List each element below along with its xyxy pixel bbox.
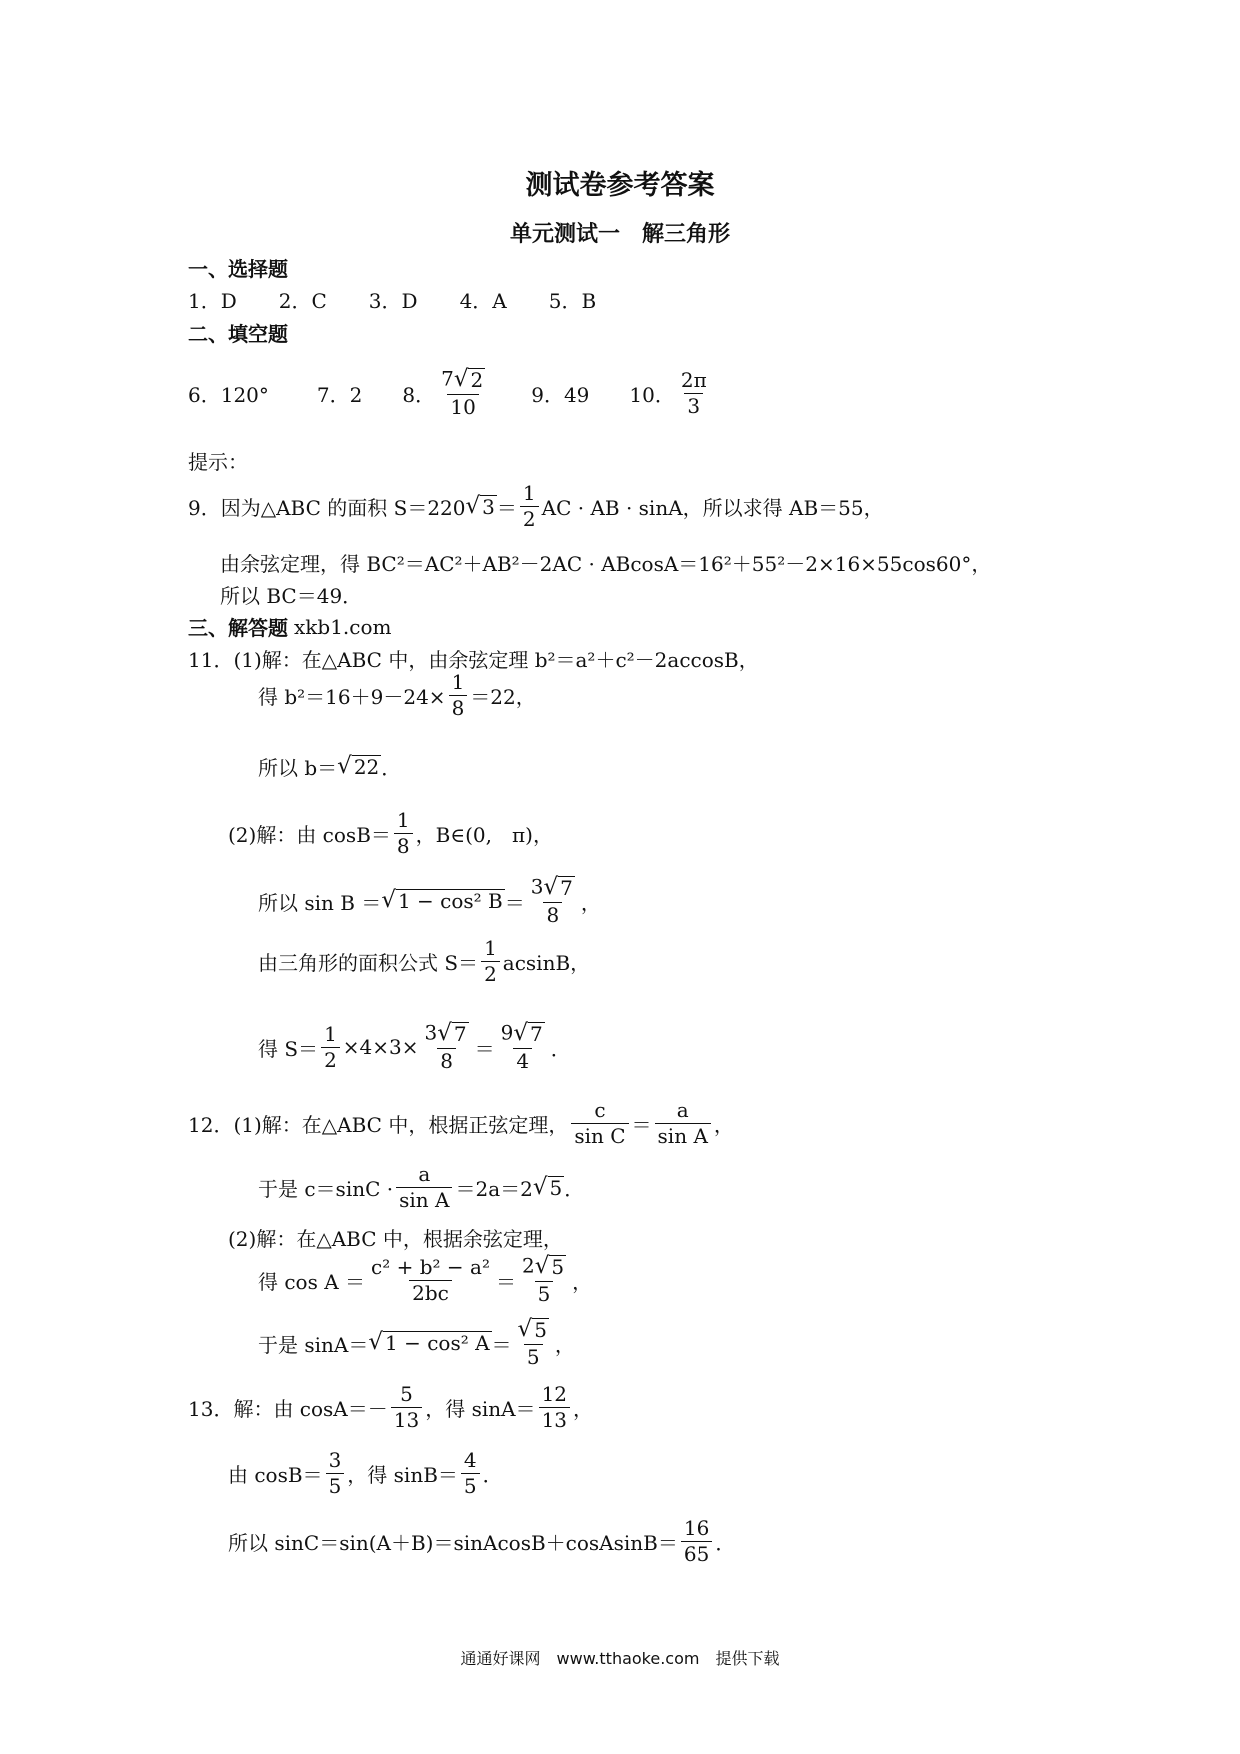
choice-answers <box>188 285 596 314</box>
fraction: $\frac{\text{c² + b² − a²}}{2bc}$ <box>371 1254 490 1305</box>
fraction: $\frac{1}{2}$ <box>520 483 539 530</box>
fraction: $\frac{a}{\text{sin A}}$ <box>655 1100 711 1147</box>
fraction: $\frac{3}{5}$ <box>326 1450 345 1497</box>
choice-answer: 3．D <box>368 289 418 313</box>
q12-line-5: 于是 sinA＝ √ 1 − cos² A ＝ √ 5 5 ， <box>258 1316 575 1369</box>
page-subtitle: 单元测试一 解三角形 <box>509 222 730 247</box>
fill-answer-8-label: 8． <box>402 382 436 407</box>
fraction: 7 √ 2 10 <box>441 366 484 419</box>
hints-label: 提示： <box>188 450 248 474</box>
fraction: $\frac{a}{\text{sin A}}$ <box>396 1164 452 1211</box>
fraction: $\frac{1}{2}$ <box>321 1024 340 1071</box>
hint-line-3: 所以 BC＝49． <box>220 584 363 608</box>
watermark-text: xkb1.com <box>294 614 392 639</box>
hint-line-2: 由余弦定理，得 BC²＝AC²＋AB²－2AC · ABcosA＝16²＋55²－2×16×55cos60°， <box>220 552 992 576</box>
fill-answer-6: 6．120° <box>188 382 269 407</box>
fraction: 3 √ 7 8 <box>530 874 573 927</box>
q13-line-2: 由 cosB＝ $\frac{3}{5}$ ，得 sinB＝ $\frac{4}{5}$ ． <box>228 1448 503 1498</box>
q11-line-7: 得 S＝ $\frac{1}{2}$ ×4×3× 3 √ 7 8 ＝ 9 √ 7 4 ． <box>258 1020 571 1073</box>
fraction: √ 5 5 <box>517 1316 547 1369</box>
fraction: $\frac{5}{13}$ <box>391 1384 422 1431</box>
section-solution-heading: 三、解答题 <box>188 616 288 640</box>
fraction: $\frac{12}{13}$ <box>539 1384 570 1431</box>
fraction: $\frac{1}{8}$ <box>449 672 468 719</box>
choice-answer: 2．C <box>278 289 327 313</box>
fill-answer-9: 9．49 <box>531 382 590 407</box>
fill-answer-10-label: 10． <box>629 382 675 407</box>
fraction: 3 √ 7 8 <box>424 1020 467 1073</box>
fraction: 2 √ 5 5 <box>521 1253 565 1306</box>
page-title: 测试卷参考答案 <box>525 170 715 201</box>
fraction: $\frac{c}{\text{sin C}}$ <box>571 1100 628 1147</box>
q11-line-4: (2)解：由 cosB＝ $\frac{1}{8}$ ，B∈(0, π)， <box>228 808 553 858</box>
fill-answers <box>188 368 713 418</box>
section-fill-heading: 二、填空题 <box>188 322 288 346</box>
q12-line-4: 得 cos A ＝ $\frac{\text{c² + b² − a²}}{2bc}$ ＝ 2 √ 5 5 ， <box>258 1253 593 1306</box>
fraction: $\frac{2\pi}{3}$ <box>680 367 707 418</box>
fraction: $\frac{1}{8}$ <box>394 810 413 857</box>
section-choice-heading: 一、选择题 <box>188 257 288 281</box>
q11-line-1: 11．(1)解：在△ABC 中，由余弦定理 b²＝a²＋c²－2accosB， <box>188 648 759 672</box>
q12-line-3: (2)解：在△ABC 中，根据余弦定理， <box>228 1227 563 1251</box>
q13-line-3: 所以 sinC＝sin(A＋B)＝sinAcosB＋cosAsinB＝ $\frac{16}{65}$ ． <box>228 1516 736 1566</box>
q12-line-1: 12．(1)解：在△ABC 中，根据正弦定理， $\frac{c}{\text{sin C}}$ ＝ $\frac{a}{\text{sin A}}$ ， <box>188 1098 734 1148</box>
fraction: $\frac{1}{2}$ <box>481 938 500 985</box>
fraction: $\frac{4}{5}$ <box>461 1450 480 1497</box>
choice-answer: 5．B <box>548 289 597 313</box>
q11-line-5: 所以 sin B ＝ √ 1 − cos² B ＝ 3 √ 7 8 ， <box>258 874 601 927</box>
fraction: $\frac{16}{65}$ <box>681 1518 712 1565</box>
q13-line-1: 13．解：由 cosA＝－ $\frac{5}{13}$ ，得 sinA＝ $\frac{12}{13}$ ， <box>188 1382 594 1432</box>
hint-line-1: 9．因为△ABC 的面积 S＝220 √ 3 ＝ $\frac{1}{2}$ AC · AB · sinA，所以求得 AB＝55， <box>188 481 884 531</box>
section-solution-heading-row <box>188 612 392 641</box>
page-footer: 通通好课网 www.tthaoke.com 提供下载 <box>460 1649 780 1668</box>
choice-answer: 4．A <box>459 289 507 313</box>
q12-line-2: 于是 c＝sinC · $\frac{a}{\text{sin A}}$ ＝2a＝2 √ 5 ． <box>258 1162 585 1212</box>
choice-answer: 1．D <box>188 289 237 313</box>
fraction: 9 √ 7 4 <box>500 1020 543 1073</box>
fill-answer-7: 7．2 <box>316 382 363 407</box>
q11-line-2: 得 b²＝16＋9－24× $\frac{1}{8}$ ＝22， <box>258 670 536 720</box>
q11-line-3: 所以 b＝ √ 22 ． <box>258 752 402 780</box>
q11-line-6: 由三角形的面积公式 S＝ $\frac{1}{2}$ acsinB， <box>258 936 591 986</box>
